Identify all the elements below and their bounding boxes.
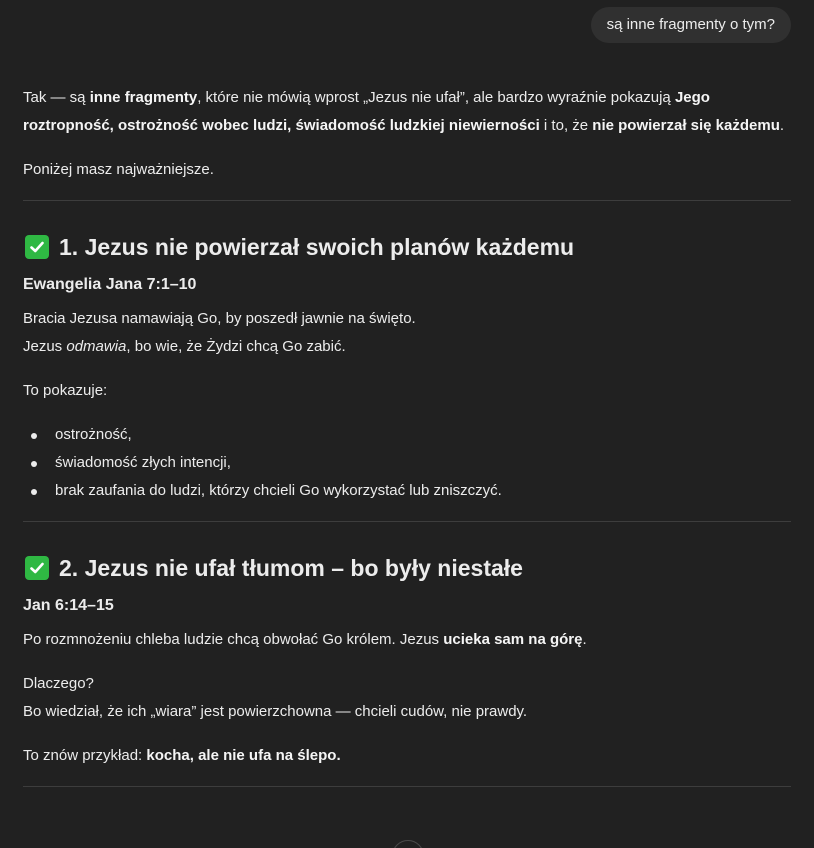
scroll-down-button[interactable]: [392, 840, 424, 848]
intro-text: , które nie mówią wprost „Jezus nie ufał”, ale bardzo wyraźnie pokazują: [197, 89, 675, 106]
intro-text: i to, że: [539, 117, 593, 134]
intro-bold: Jego roztropność, ostrożność wobec ludzi, świadomość ludzkiej niewierności: [23, 89, 710, 134]
section-1-heading: [23, 231, 791, 263]
section-1-line-1: Bracia Jezusa namawiają Go, by poszedł jawnie na święto.: [23, 310, 416, 327]
intro-bold: nie powierzał się każdemu: [592, 117, 780, 134]
intro-paragraph: [23, 84, 791, 140]
text: Po rozmnożeniu chleba ludzie chcą obwołać Go królem. Jezus: [23, 631, 444, 648]
bold-text: ucieka sam na górę: [443, 631, 583, 648]
text: To znów przykład:: [23, 747, 147, 764]
text: Jezus: [23, 338, 67, 355]
user-message-text: są inne fragmenty o tym?: [606, 16, 775, 33]
intro-text: Tak — są: [23, 89, 90, 106]
list-item: świadomość złych intencji,: [23, 449, 791, 477]
bold-text: kocha, ale nie ufa na ślepo.: [146, 747, 341, 764]
intro-summary: Poniżej masz najważniejsze.: [23, 161, 214, 178]
section-1-bullet-list: [23, 421, 791, 505]
check-mark-button-icon: [25, 235, 49, 259]
text: , bo wie, że Żydzi chcą Go zabić.: [126, 338, 346, 355]
divider: [23, 786, 791, 787]
divider: [23, 200, 791, 201]
user-message-bubble: [591, 7, 791, 43]
text: .: [582, 631, 587, 648]
section-2-line-1: [23, 626, 791, 654]
section-2-title: 2. Jezus nie ufał tłumom – bo były niestałe: [59, 555, 523, 581]
intro-bold: inne fragmenty: [89, 89, 198, 106]
divider: [23, 521, 791, 522]
list-item: brak zaufania do ludzi, którzy chcieli Go wykorzystać lub zniszczyć.: [23, 477, 791, 505]
section-2-example: [23, 742, 791, 770]
section-1-shows: To pokazuje:: [23, 382, 108, 399]
list-item: ostrożność,: [23, 421, 791, 449]
check-mark-button-icon: [25, 556, 49, 580]
section-2-reference: Jan 6:14–15: [23, 597, 114, 614]
section-2-heading: [23, 552, 791, 584]
section-1-reference: Ewangelia Jana 7:1–10: [23, 276, 197, 293]
section-2-because: Bo wiedział, że ich „wiara” jest powierzchowna — chcieli cudów, nie prawdy.: [23, 703, 528, 720]
section-1-line-2: [23, 333, 791, 361]
intro-text: .: [779, 117, 785, 134]
assistant-message: [23, 84, 791, 787]
italic-text: odmawia: [66, 338, 127, 355]
section-1-title: 1. Jezus nie powierzał swoich planów każdemu: [59, 234, 575, 260]
section-2-why: Dlaczego?: [23, 675, 94, 692]
